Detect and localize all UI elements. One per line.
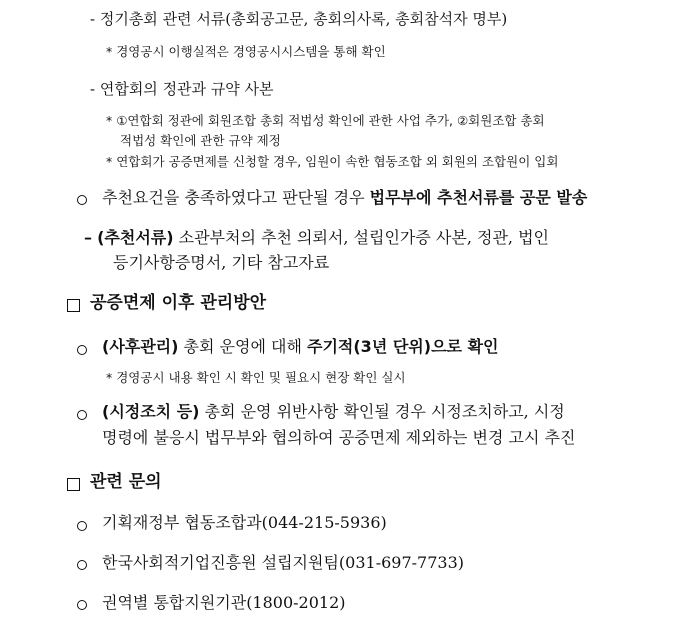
paragraph xyxy=(102,402,565,422)
circle-bullet-icon xyxy=(77,410,87,420)
paragraph-text: 추천요건을 충족하였다고 판단될 경우 xyxy=(102,188,370,207)
list-item: - 정기총회 관련 서류(총회공고문, 총회의사록, 총회참석자 명부) xyxy=(90,10,508,28)
paragraph-emphasis: (추천서류) xyxy=(97,228,174,247)
paragraph-text: 총회 운영 위반사항 확인될 경우 시정조치하고, 시정 xyxy=(199,402,565,421)
paragraph-text: 총회 운영에 대해 xyxy=(178,337,307,356)
paragraph xyxy=(84,228,549,248)
circle-bullet-icon xyxy=(77,345,87,355)
circle-bullet-icon xyxy=(77,521,87,531)
paragraph-emphasis: (시정조치 등) xyxy=(102,402,200,421)
circle-bullet-icon xyxy=(77,600,87,610)
note: 적법성 확인에 관한 규약 제정 xyxy=(120,133,281,148)
circle-bullet-icon xyxy=(77,195,87,205)
paragraph-emphasis: 주기적(3년 단위)으로 확인 xyxy=(307,337,499,356)
circle-bullet-icon xyxy=(77,560,87,570)
paragraph-continuation: 등기사항증명서, 기타 참고자료 xyxy=(113,253,330,272)
paragraph xyxy=(102,188,587,208)
dash-bullet: – xyxy=(84,228,92,247)
note: * 연합회가 공증면제를 신청할 경우, 임원이 속한 협동조합 외 회원의 조합원이 입회 xyxy=(106,154,559,169)
paragraph-emphasis: (사후관리) xyxy=(102,337,179,356)
paragraph-text: 소관부처의 추천 의뢰서, 설립인가증 사본, 정관, 법인 xyxy=(173,228,549,247)
paragraph xyxy=(102,337,498,357)
paragraph-continuation: 명령에 불응시 법무부와 협의하여 공증면제 제외하는 변경 고시 추진 xyxy=(102,428,576,447)
note: * 경영공시 이행실적은 경영공시시스템을 통해 확인 xyxy=(106,44,386,59)
section-title: 관련 문의 xyxy=(90,472,162,492)
square-bullet-icon xyxy=(67,478,80,491)
note: * 경영공시 내용 확인 시 확인 및 필요시 현장 확인 실시 xyxy=(106,370,406,385)
paragraph-emphasis: 법무부에 추천서류를 공문 발송 xyxy=(369,188,588,207)
list-item: 한국사회적기업진흥원 설립지원팀(031-697-7733) xyxy=(102,553,465,572)
list-item: - 연합회의 정관과 규약 사본 xyxy=(90,80,274,98)
square-bullet-icon xyxy=(67,299,80,312)
note: * ①연합회 정관에 회원조합 총회 적법성 확인에 관한 사업 추가, ②회원조합 총회 xyxy=(106,113,545,128)
section-title: 공증면제 이후 관리방안 xyxy=(90,293,267,313)
list-item: 권역별 통합지원기관(1800-2012) xyxy=(102,593,346,612)
list-item: 기획재정부 협동조합과(044-215-5936) xyxy=(102,513,387,532)
